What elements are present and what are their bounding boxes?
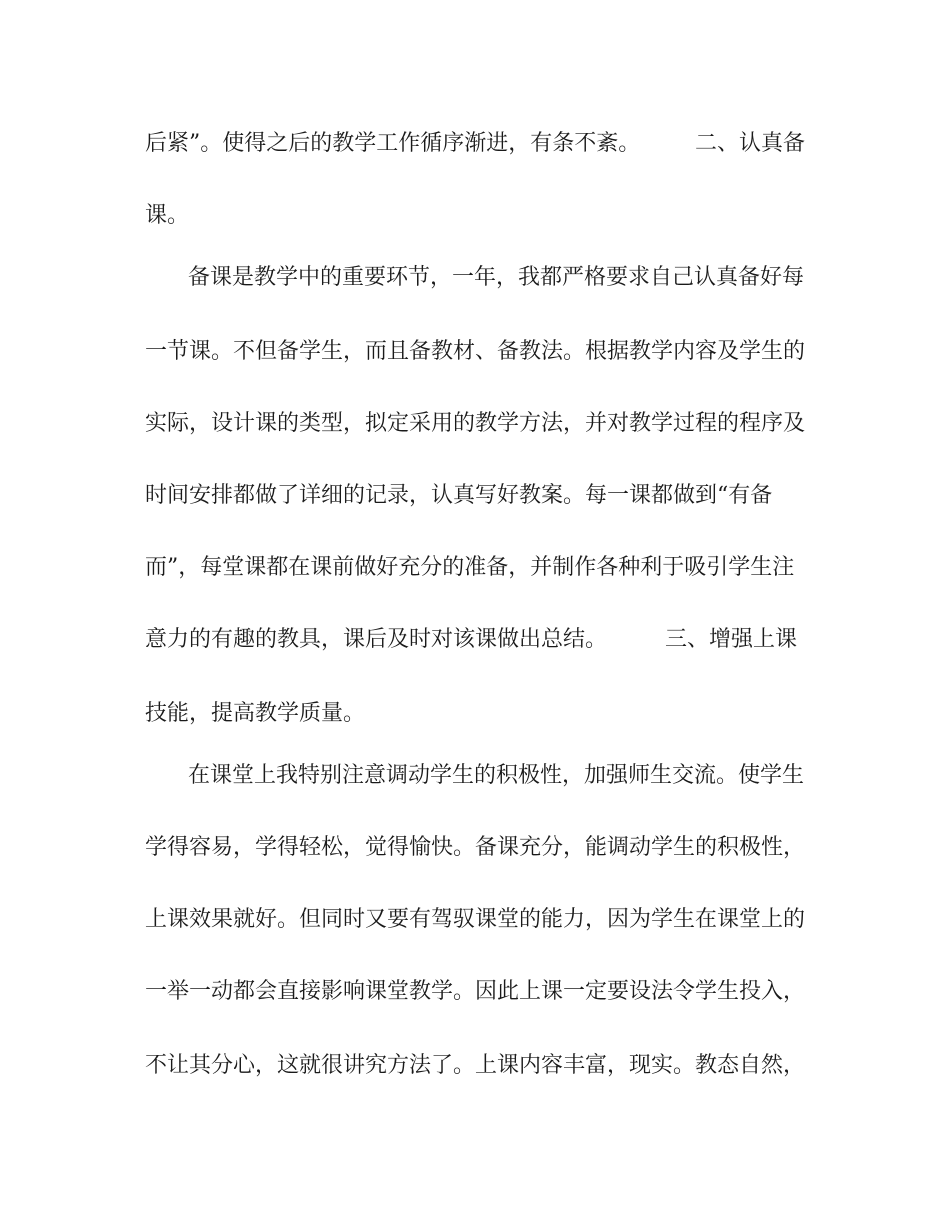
text-line-2: 课。 — [145, 203, 190, 228]
text-line-11: 学得容易，学得轻松，觉得愉快。备课充分，能调动学生的积极性， — [145, 835, 806, 860]
text-line-4: 一节课。不但备学生，而且备教材、备教法。根据教学内容及学生的 — [145, 339, 806, 364]
text-fragment: 后紧”。使得之后的教学工作循序渐进，有条不紊。 — [145, 131, 641, 156]
text-line-8 — [145, 620, 825, 660]
text-line-9: 技能，提高教学质量。 — [145, 701, 366, 726]
text-line-14: 不让其分心，这就很讲究方法了。上课内容丰富，现实。教态自然， — [145, 1053, 806, 1078]
text-line-1 — [145, 124, 825, 164]
text-line-7: 而”，每堂课都在课前做好充分的准备，并制作各种利于吸引学生注 — [145, 555, 795, 580]
text-line-12: 上课效果就好。但同时又要有驾驭课堂的能力，因为学生在课堂上的 — [145, 907, 806, 932]
text-line-5: 实际，设计课的类型，拟定采用的教学方法，并对教学过程的程序及 — [145, 411, 806, 436]
section-heading-3: 三、增强上课 — [665, 627, 798, 652]
text-line-6: 时间安排都做了详细的记录，认真写好教案。每一课都做到“有备 — [145, 483, 773, 508]
text-fragment: 意力的有趣的教具，课后及时对该课做出总结。 — [145, 627, 608, 652]
paragraph-start: 在课堂上我特别注意调动学生的积极性，加强师生交流。使学生 — [188, 763, 805, 788]
section-heading-2: 二、认真备 — [695, 131, 806, 156]
text-line-13: 一举一动都会直接影响课堂教学。因此上课一定要设法令学生投入， — [145, 979, 806, 1004]
paragraph-start: 备课是教学中的重要环节，一年，我都严格要求自己认真备好每 — [188, 265, 805, 290]
